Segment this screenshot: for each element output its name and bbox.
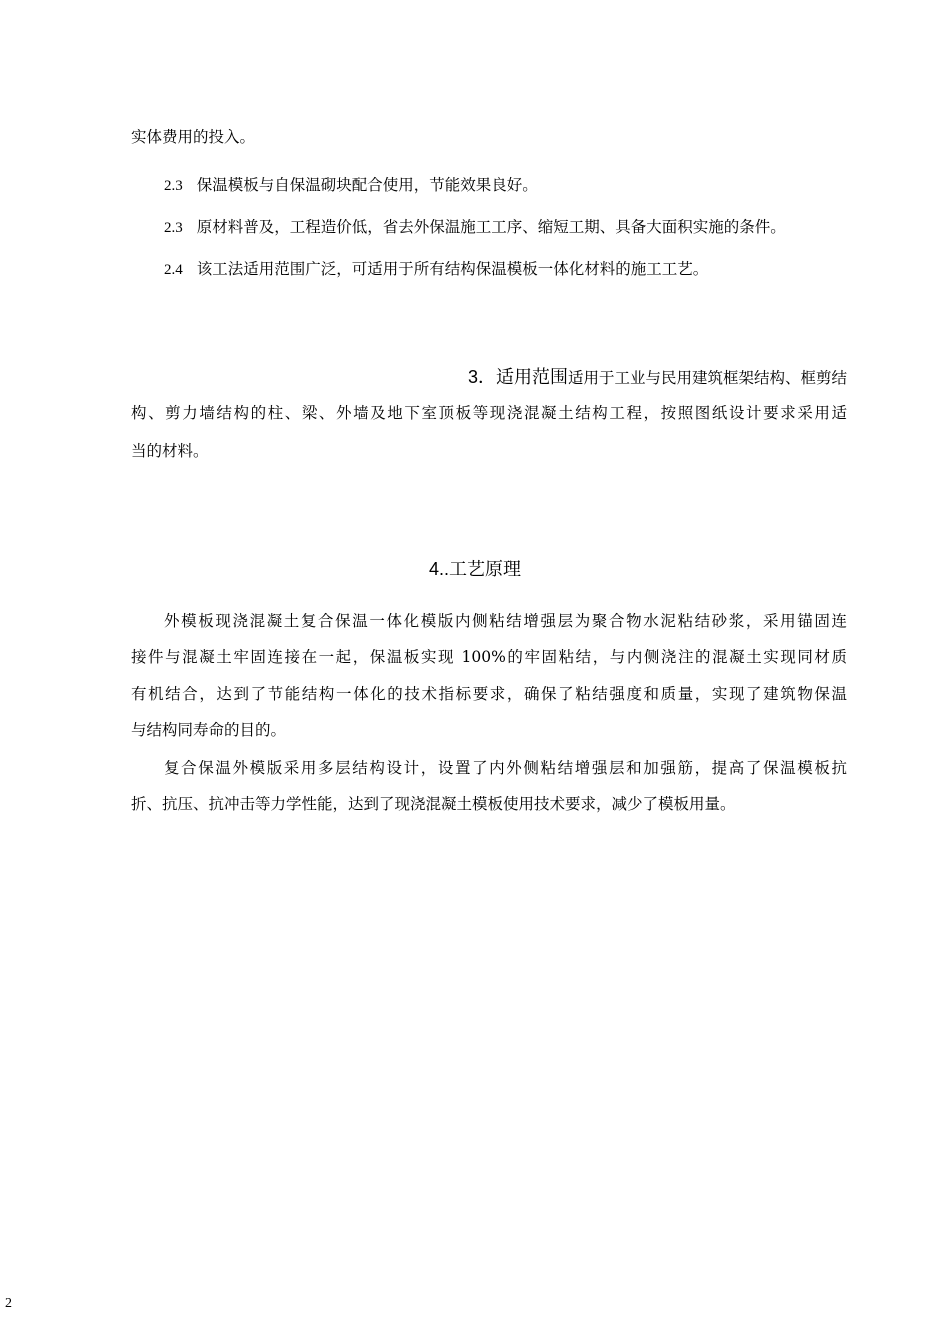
paragraph-line: 外模板现浇混凝土复合保温一体化模版内侧粘结增强层为聚合物水泥粘结砂浆，采用锚固连: [164, 612, 847, 630]
list-item: [164, 216, 880, 239]
paragraph-line: 复合保温外模版采用多层结构设计，设置了内外侧粘结增强层和加强筋，提高了保温模板抗: [164, 759, 847, 777]
paragraph-line: 折、抗压、抗冲击等力学性能，达到了现浇混凝土模板使用技术要求，减少了模板用量。: [131, 795, 736, 813]
list-item-number: 2.3: [164, 220, 183, 236]
section3-line: 当的材料。: [131, 442, 209, 460]
section3-line: 构、剪力墙结构的柱、梁、外墙及地下室顶板等现浇混凝土结构工程，按照图纸设计要求采用适: [131, 404, 847, 422]
paragraph-line: 接件与混凝土牢固连接在一起，保温板实现 100%的牢固粘结，与内侧浇注的混凝土实现同材质: [131, 648, 847, 666]
section3-line-text: 适用于工业与民用建筑框架结构、框剪结: [567, 369, 847, 387]
continuation-text: 实体费用的投入。: [131, 128, 256, 146]
paragraph-line: 有机结合，达到了节能结构一体化的技术指标要求，确保了粘结强度和质量，实现了建筑物保温: [131, 685, 847, 703]
paragraph-line: 与结构同寿命的目的。: [131, 721, 287, 739]
page-number: 2: [5, 1296, 12, 1311]
section3-heading: 3．适用范围: [467, 367, 568, 387]
list-item-number: 2.4: [164, 262, 183, 278]
list-item-text: 保温模板与自保温砌块配合使用，节能效果良好。: [196, 176, 538, 194]
list-item-number: 2.3: [164, 178, 183, 194]
list-item-text: 该工法适用范围广泛，可适用于所有结构保温模板一体化材料的施工工艺。: [196, 260, 709, 278]
list-item: [164, 258, 880, 281]
list-item-text: 原材料普及，工程造价低，省去外保温施工工序、缩短工期、具备大面积实施的条件。: [196, 218, 786, 236]
section4-heading: 4..工艺原理: [428, 559, 521, 579]
section3-first-line: [131, 366, 847, 389]
list-item: [164, 174, 880, 197]
